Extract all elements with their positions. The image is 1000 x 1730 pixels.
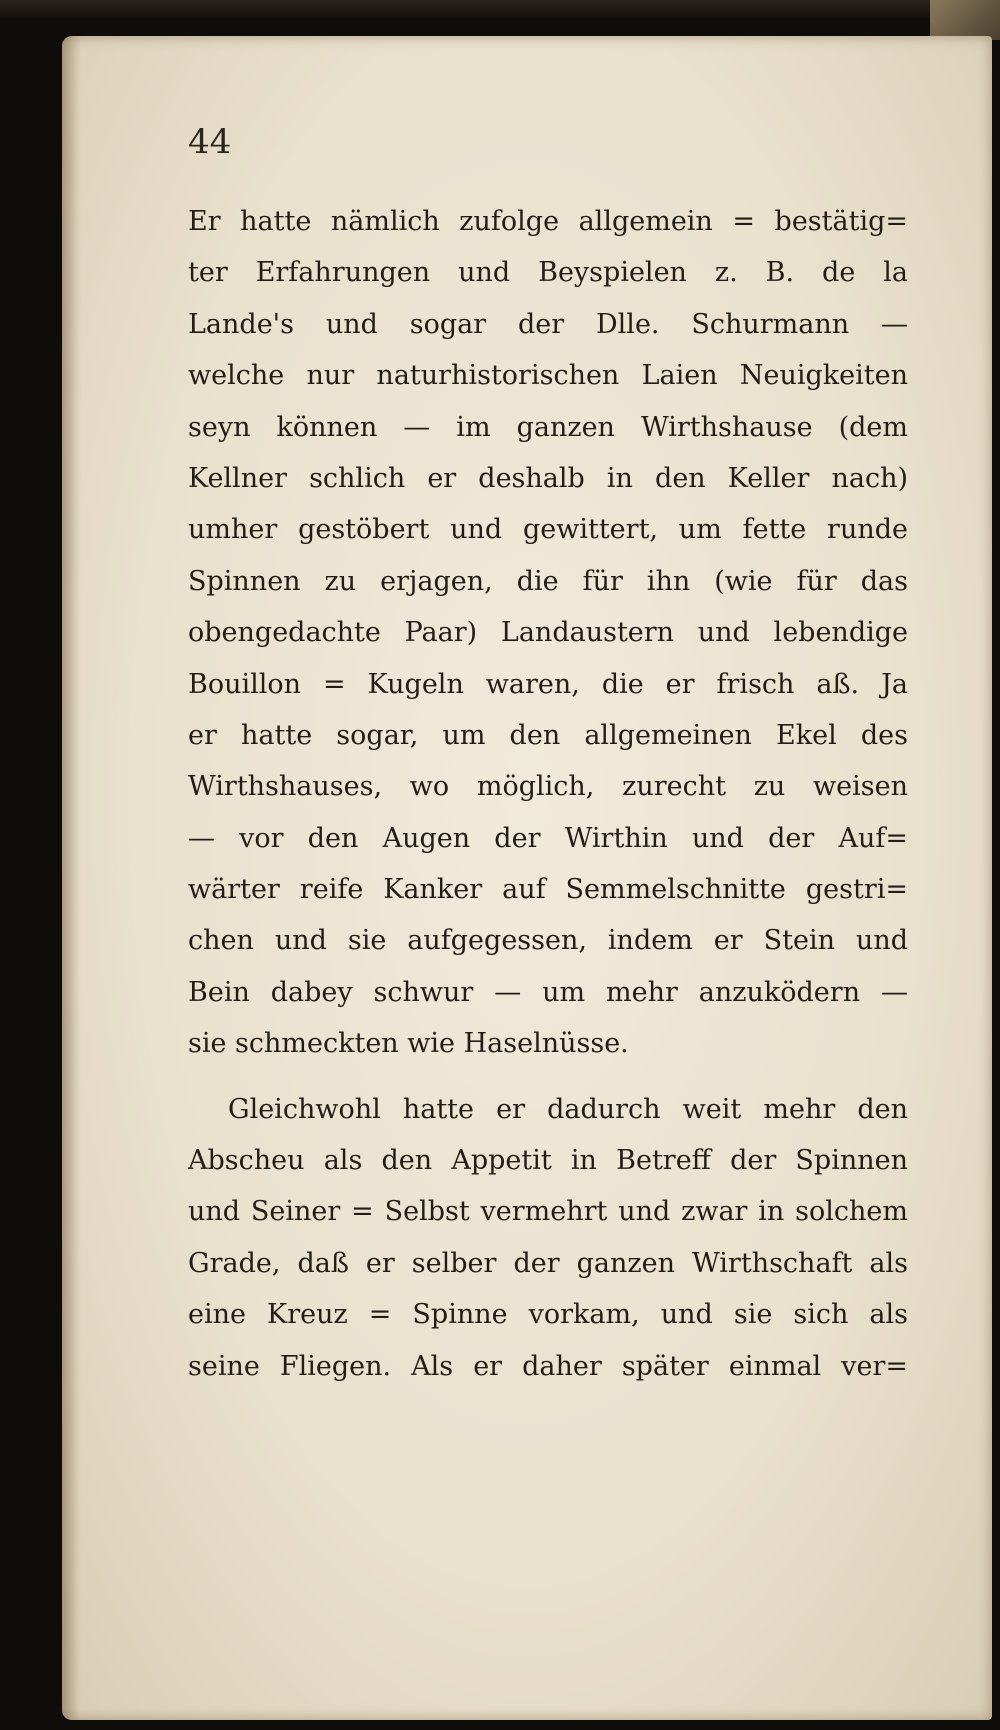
text-line: umher gestöbert und gewittert, um fette runde: [188, 514, 908, 546]
text-line: Grade, daß er selber der ganzen Wirthschaft als: [188, 1247, 908, 1279]
text-line: Lande's und sogar der Dlle. Schurmann —: [188, 308, 908, 340]
text-line: Bein dabey schwur — um mehr anzuködern —: [188, 976, 908, 1008]
text-line: ter Erfahrungen und Beyspielen z. B. de la: [188, 257, 908, 289]
paragraph-2: [188, 1084, 908, 1392]
page-number: 44: [188, 122, 232, 162]
text-line: Abscheu als den Appetit in Betreff der Spinnen: [188, 1145, 908, 1177]
text-line: und Seiner = Selbst vermehrt und zwar in solchem: [188, 1196, 908, 1228]
text-line: — vor den Augen der Wirthin und der Auf=: [188, 822, 908, 854]
text-line: seine Fliegen. Als er daher später einmal ver=: [188, 1350, 908, 1382]
text-line: Kellner schlich er deshalb in den Keller nach): [188, 462, 908, 494]
text-line: Bouillon = Kugeln waren, die er frisch aß. Ja: [188, 668, 908, 700]
page-corner-edge: [930, 0, 1000, 40]
text-line: eine Kreuz = Spinne vorkam, und sie sich als: [188, 1299, 908, 1331]
page-gutter-shadow: [62, 36, 80, 1720]
text-line: Gleichwohl hatte er dadurch weit mehr den: [228, 1093, 908, 1125]
book-top-edge: [0, 0, 1000, 18]
paragraph-1: [188, 196, 908, 1070]
text-line: obengedachte Paar) Landaustern und lebendige: [188, 617, 908, 649]
text-line: seyn können — im ganzen Wirthshause (dem: [188, 411, 908, 443]
text-line: wärter reife Kanker auf Semmelschnitte gestri=: [188, 874, 908, 906]
text-line: sie schmeckten wie Haselnüsse.: [188, 1028, 629, 1060]
text-line: Spinnen zu erjagen, die für ihn (wie für das: [188, 565, 908, 597]
text-line: welche nur naturhistorischen Laien Neuigkeiten: [188, 360, 908, 392]
text-line: Er hatte nämlich zufolge allgemein = bestätig=: [188, 206, 908, 237]
body-text: [188, 196, 908, 1392]
text-line: chen und sie aufgegessen, indem er Stein und: [188, 925, 908, 957]
text-line: Wirthshauses, wo möglich, zurecht zu weisen: [188, 771, 908, 803]
text-line: er hatte sogar, um den allgemeinen Ekel des: [188, 719, 908, 751]
